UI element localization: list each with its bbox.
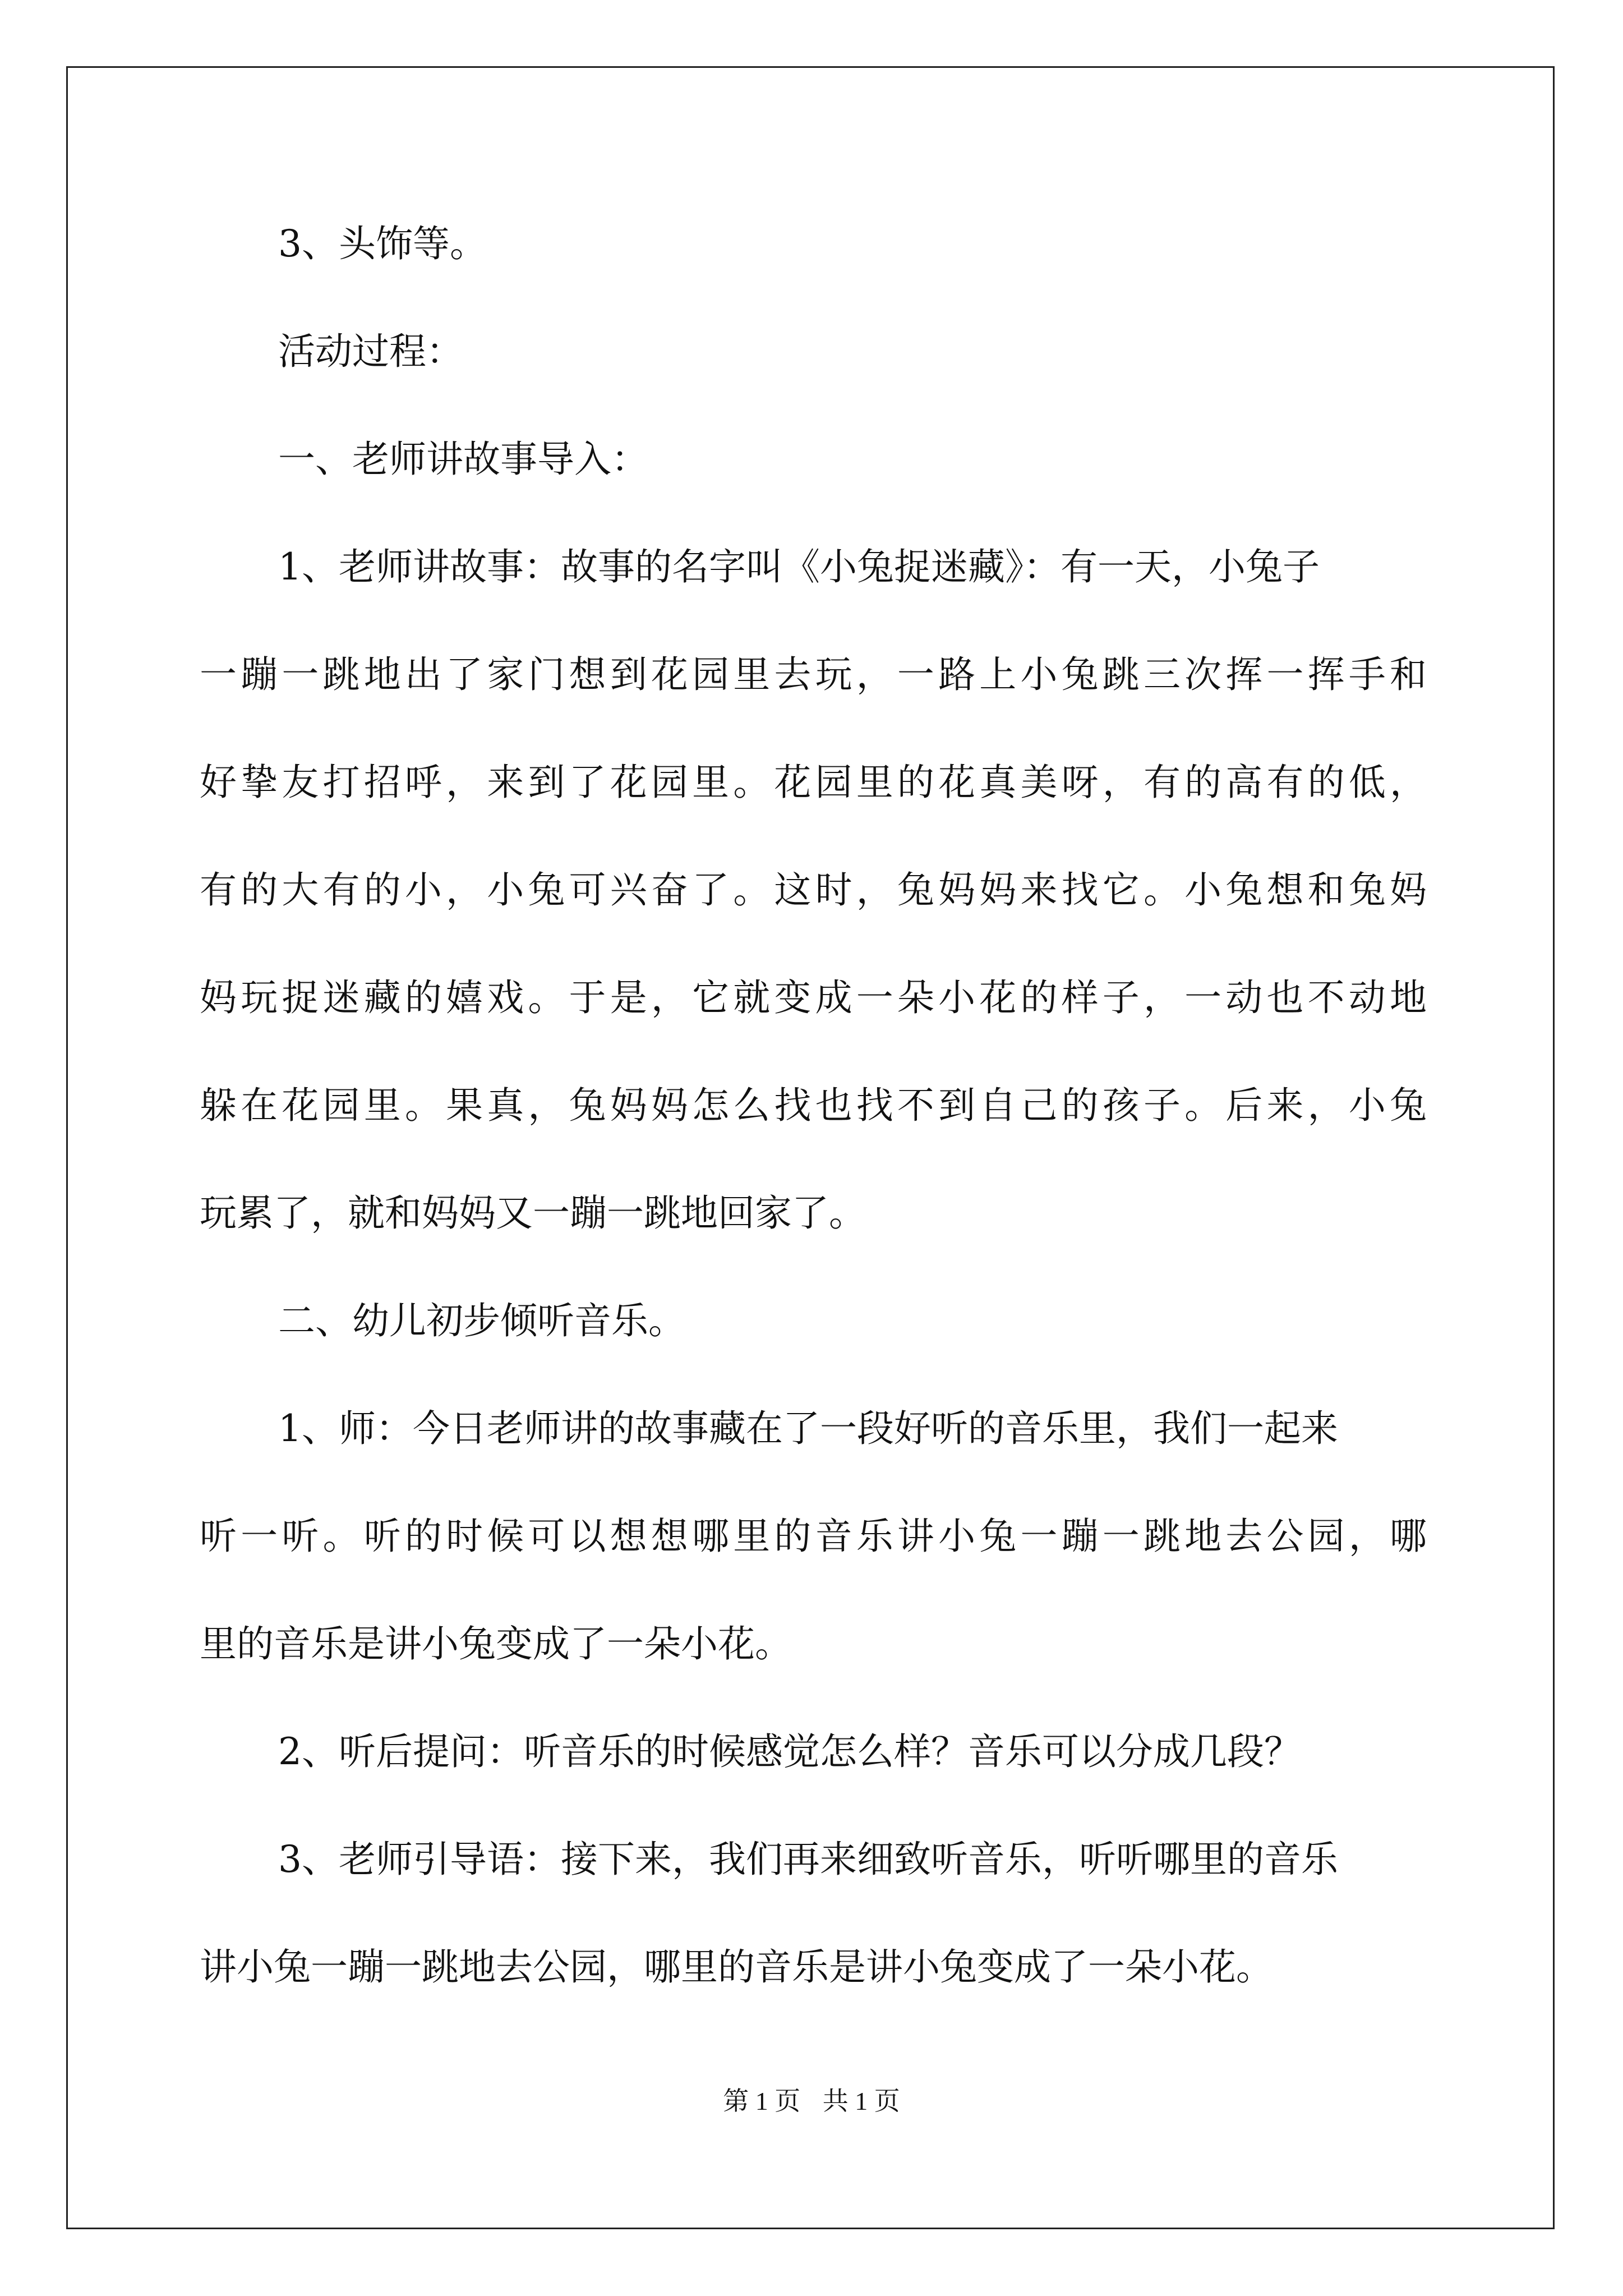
paragraph-line: 里的音乐是讲小兔变成了一朵小花。 (200, 1622, 792, 1665)
paragraph-line: 躲在花园里。果真，兔妈妈怎么找也找不到自己的孩子。后来，小兔 (200, 1084, 1427, 1127)
section-heading: 二、幼儿初步倾听音乐。 (278, 1299, 685, 1342)
section-heading: 一、老师讲故事导入： (278, 438, 648, 481)
page-footer (0, 2086, 1623, 2117)
paragraph-line: 3、头饰等。 (278, 222, 487, 265)
paragraph-line: 好挚友打招呼，来到了花园里。花园里的花真美呀，有的高有的低， (200, 761, 1427, 804)
paragraph-line: 3、老师引导语：接下来，我们再来细致听音乐，听听哪里的音乐 (278, 1838, 1338, 1881)
paragraph-line: 有的大有的小，小兔可兴奋了。这时，兔妈妈来找它。小兔想和兔妈 (200, 868, 1427, 912)
paragraph-line: 讲小兔一蹦一跳地去公园，哪里的音乐是讲小兔变成了一朵小花。 (200, 1945, 1273, 1989)
paragraph-line: 听一听。听的时候可以想想哪里的音乐讲小兔一蹦一跳地去公园，哪 (200, 1515, 1427, 1558)
page-border (66, 66, 1555, 2229)
paragraph-line: 妈玩捉迷藏的嬉戏。于是，它就变成一朵小花的样子，一动也不动地 (200, 976, 1427, 1019)
paragraph-line: 2、听后提问：听音乐的时候感觉怎么样？音乐可以分成几段？ (278, 1730, 1301, 1773)
paragraph-line: 1、师：今日老师讲的故事藏在了一段好听的音乐里，我们一起来 (278, 1407, 1338, 1450)
paragraph-line: 活动过程： (278, 330, 463, 373)
paragraph-line: 1、老师讲故事：故事的名字叫《小兔捉迷藏》：有一天，小兔子 (278, 545, 1320, 588)
paragraph-line: 玩累了，就和妈妈又一蹦一跳地回家了。 (200, 1191, 866, 1235)
paragraph-line: 一蹦一跳地出了家门想到花园里去玩，一路上小兔跳三次挥一挥手和 (200, 653, 1427, 696)
page-total: 共 1 页 (822, 2087, 900, 2115)
page-number: 第 1 页 (723, 2087, 801, 2115)
